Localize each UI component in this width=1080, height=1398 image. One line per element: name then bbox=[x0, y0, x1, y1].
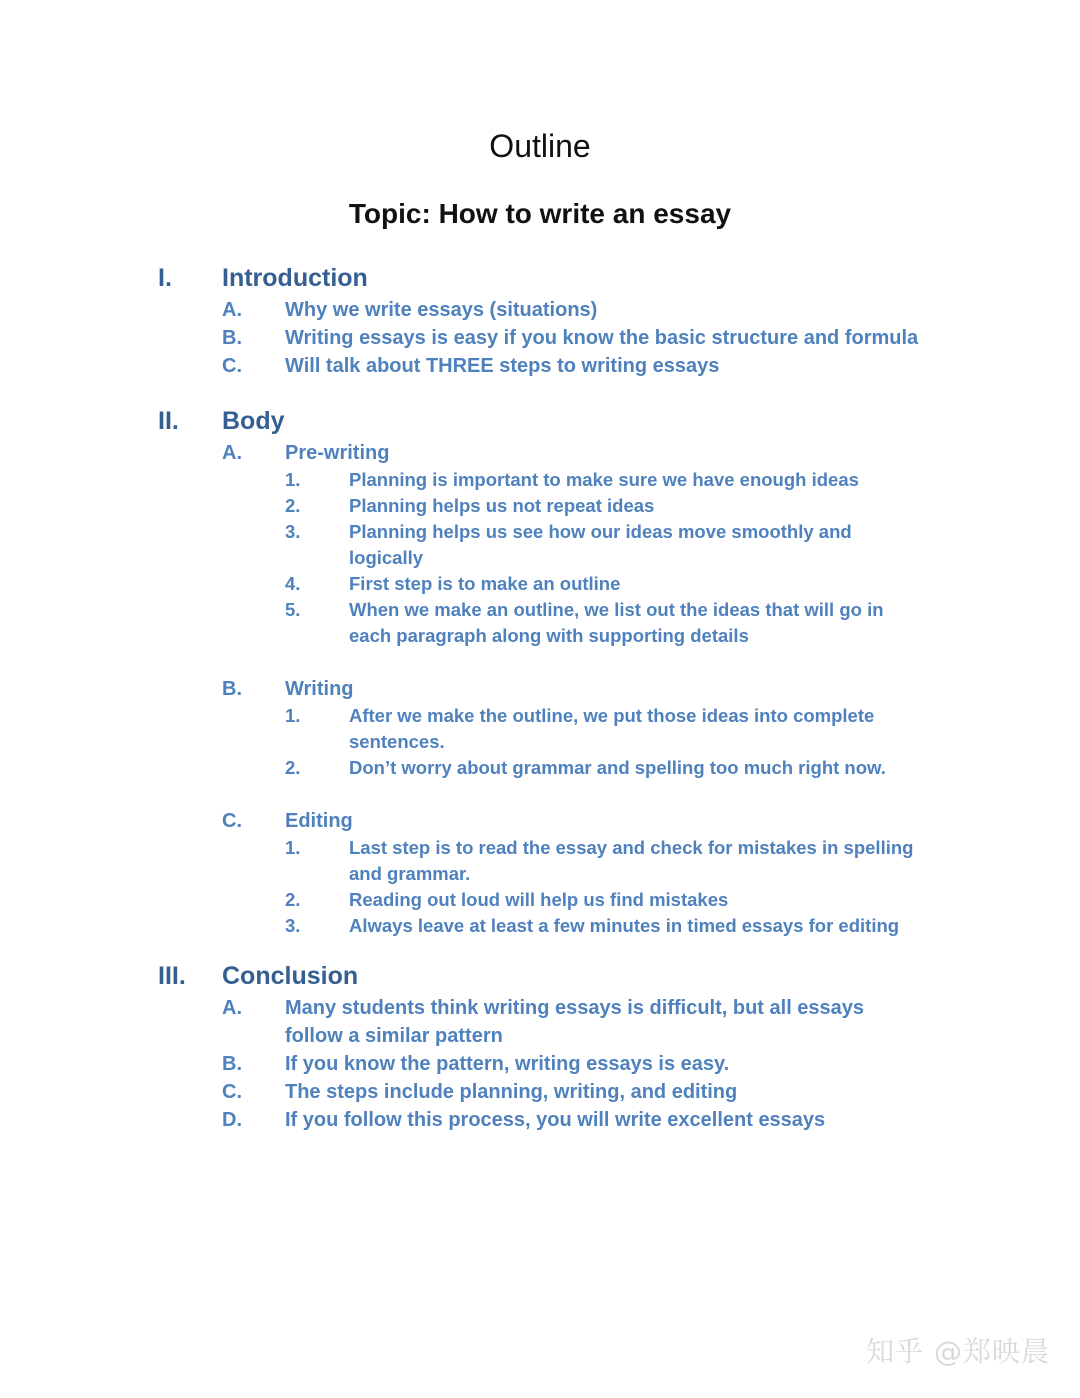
sub-item-number: 1. bbox=[285, 705, 301, 726]
sub-item-number: 3. bbox=[285, 521, 301, 542]
list-item bbox=[0, 1050, 1080, 1078]
item-text: Editing bbox=[285, 810, 353, 832]
list-item bbox=[0, 1078, 1080, 1106]
sub-item-number: 1. bbox=[285, 469, 301, 490]
item-text: The steps include planning, writing, and editing bbox=[285, 1081, 738, 1103]
sub-item-text: Reading out loud will help us find mistakes bbox=[349, 889, 729, 910]
list-item bbox=[0, 675, 1080, 703]
sub-item-number: 2. bbox=[285, 495, 301, 516]
item-letter: B. bbox=[222, 678, 242, 700]
list-item bbox=[0, 439, 1080, 467]
section-heading: Conclusion bbox=[222, 962, 359, 990]
topic-heading: Topic: How to write an essay bbox=[348, 198, 732, 229]
sub-item-number: 4. bbox=[285, 573, 301, 594]
section-heading: Introduction bbox=[222, 264, 368, 292]
list-item bbox=[0, 994, 1080, 1050]
sub-item bbox=[0, 703, 1080, 755]
item-letter: B. bbox=[222, 327, 242, 349]
sub-item-text: Always leave at least a few minutes in timed essays for editing bbox=[349, 915, 900, 936]
sub-item bbox=[0, 571, 1080, 597]
item-letter: A. bbox=[222, 442, 242, 464]
list-item bbox=[0, 352, 1080, 380]
sub-item-text: Planning helps us not repeat ideas bbox=[349, 495, 655, 516]
item-letter: C. bbox=[222, 1081, 242, 1103]
sub-item-text: When we make an outline, we list out the ideas that will go in each paragraph along with supporting details bbox=[349, 599, 884, 646]
sub-item-text: Don’t worry about grammar and spelling too much right now. bbox=[349, 757, 886, 778]
item-text: If you follow this process, you will write excellent essays bbox=[285, 1109, 826, 1131]
list-item bbox=[0, 807, 1080, 835]
item-text: Why we write essays (situations) bbox=[285, 299, 598, 321]
sub-item-number: 2. bbox=[285, 889, 301, 910]
sub-item-number: 2. bbox=[285, 757, 301, 778]
sub-item-text: Planning helps us see how our ideas move smoothly and logically bbox=[349, 521, 852, 568]
item-letter: A. bbox=[222, 997, 242, 1019]
sub-item bbox=[0, 755, 1080, 781]
sub-item-text: First step is to make an outline bbox=[349, 573, 621, 594]
item-text: Writing bbox=[285, 678, 354, 700]
item-text: Pre-writing bbox=[285, 442, 390, 464]
item-letter: C. bbox=[222, 810, 242, 832]
sub-item-text: After we make the outline, we put those ideas into complete sentences. bbox=[349, 705, 875, 752]
item-text: Many students think writing essays is difficult, but all essays follow a similar pattern bbox=[285, 997, 865, 1047]
sub-item-text: Planning is important to make sure we have enough ideas bbox=[349, 469, 859, 490]
sub-item bbox=[0, 493, 1080, 519]
sub-item-number: 1. bbox=[285, 837, 301, 858]
section-introduction bbox=[0, 264, 1080, 380]
list-item bbox=[0, 324, 1080, 352]
section-number: I. bbox=[158, 264, 172, 292]
section-number: II. bbox=[158, 407, 179, 435]
item-letter: B. bbox=[222, 1053, 242, 1075]
sub-item-number: 3. bbox=[285, 915, 301, 936]
item-letter: D. bbox=[222, 1109, 242, 1131]
sub-item bbox=[0, 467, 1080, 493]
sub-item bbox=[0, 597, 1080, 649]
sub-item bbox=[0, 913, 1080, 939]
section-number: III. bbox=[158, 962, 186, 990]
item-text: If you know the pattern, writing essays is easy. bbox=[285, 1053, 730, 1075]
section-heading: Body bbox=[222, 407, 285, 435]
section-conclusion bbox=[0, 962, 1080, 1134]
sub-item bbox=[0, 887, 1080, 913]
item-letter: C. bbox=[222, 355, 242, 377]
section-body bbox=[0, 407, 1080, 939]
item-letter: A. bbox=[222, 299, 242, 321]
sub-item bbox=[0, 519, 1080, 571]
page-title: Outline bbox=[489, 128, 591, 164]
sub-item-number: 5. bbox=[285, 599, 301, 620]
item-text: Will talk about THREE steps to writing essays bbox=[285, 355, 720, 377]
list-item bbox=[0, 296, 1080, 324]
item-text: Writing essays is easy if you know the basic structure and formula bbox=[285, 327, 919, 349]
watermark: 知乎 @郑映晨 bbox=[866, 1335, 1050, 1368]
sub-item-text: Last step is to read the essay and check for mistakes in spelling and grammar. bbox=[349, 837, 914, 884]
list-item bbox=[0, 1106, 1080, 1134]
sub-item bbox=[0, 835, 1080, 887]
